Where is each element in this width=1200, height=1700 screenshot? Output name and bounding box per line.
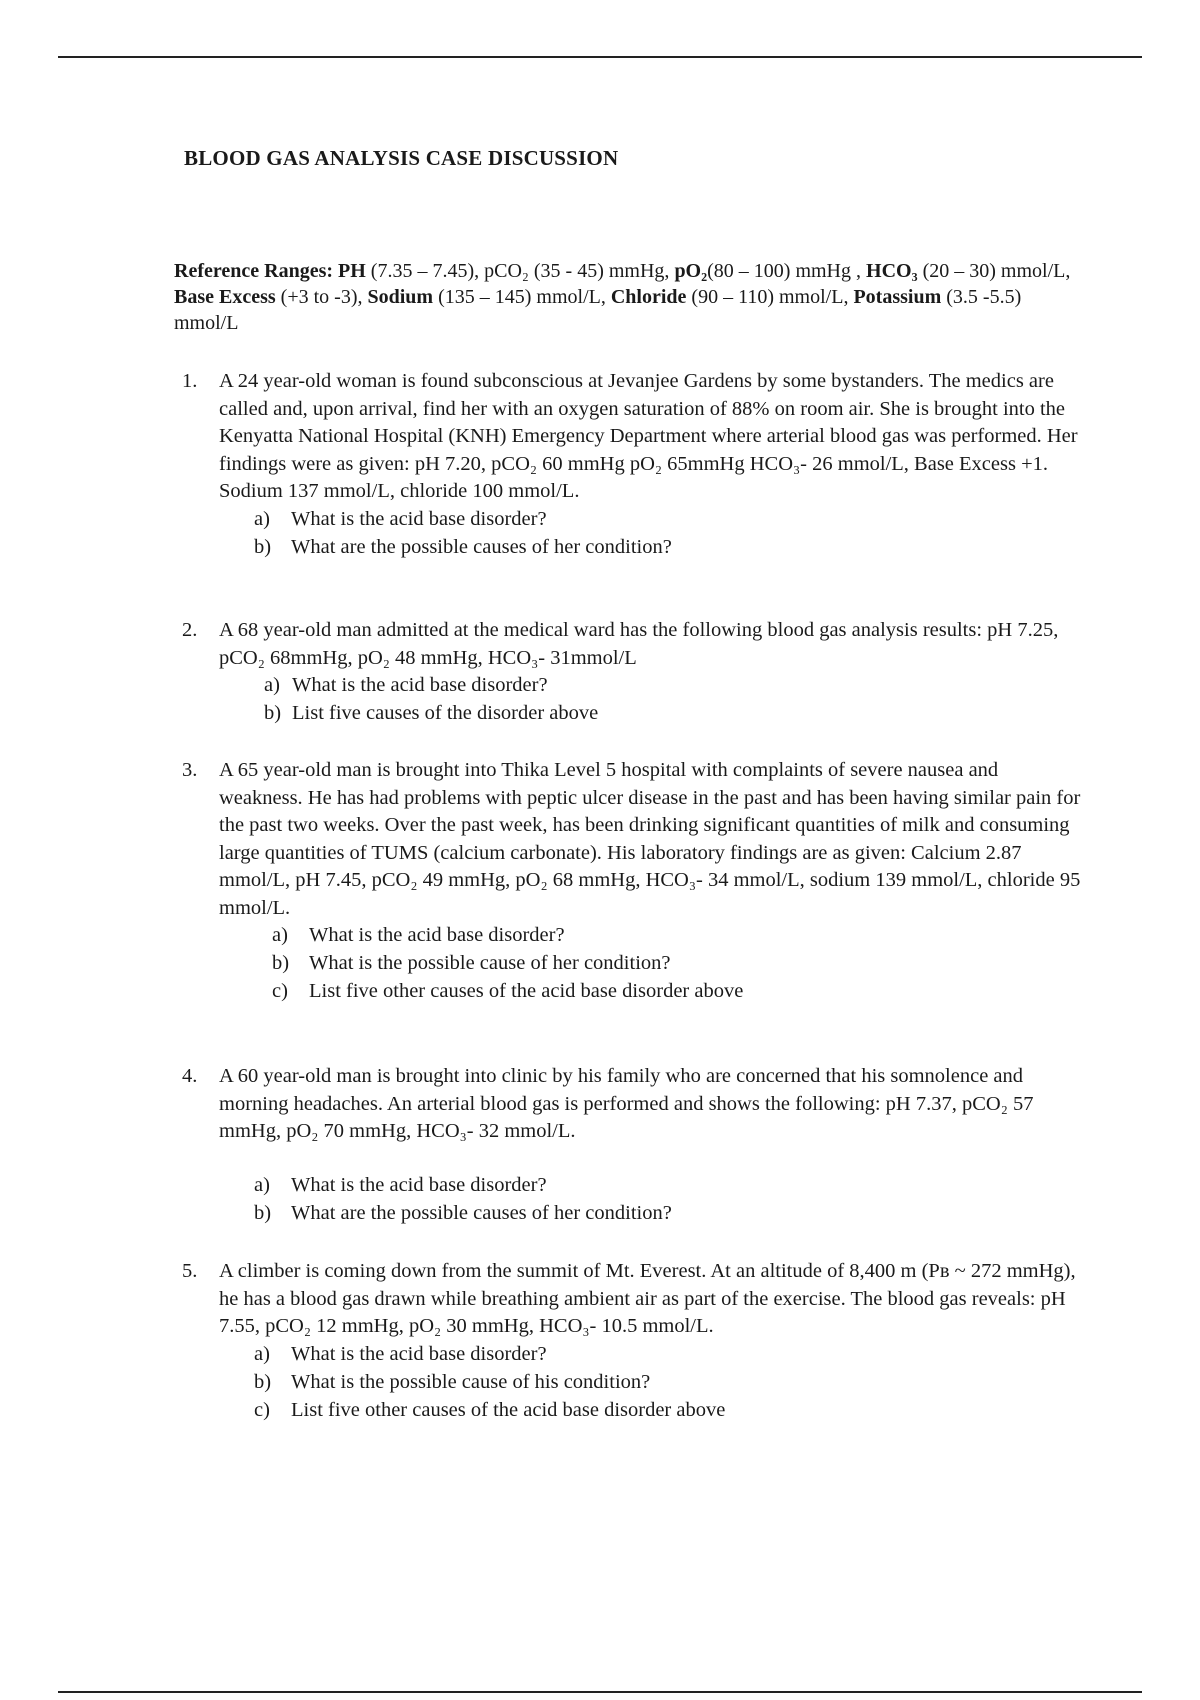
ref-na-label: Sodium: [367, 286, 434, 308]
sub-question-letter: a): [264, 674, 280, 696]
sub-question-text: What is the possible cause of her condition?: [309, 952, 671, 974]
sub-question-text: What is the possible cause of his condition?: [291, 1370, 651, 1393]
sub-question-letter: c): [254, 1398, 270, 1421]
question-4: [182, 1063, 1082, 1228]
ref-hco3-range: (20 – 30) mmol/L,: [922, 260, 1071, 282]
sub-question: [254, 1369, 1082, 1397]
sub-question-text: List five causes of the disorder above: [292, 702, 599, 724]
sub-question-letter: a): [254, 507, 270, 530]
ref-na-range: (135 – 145) mmol/L,: [438, 286, 606, 308]
sub-question: [254, 1397, 1082, 1425]
reference-ranges: [174, 258, 1084, 336]
sub-question-text: What are the possible causes of her condition?: [291, 1201, 672, 1224]
sub-question: [254, 1172, 1082, 1200]
sub-question: [254, 534, 1082, 562]
question-text: A 68 year-old man admitted at the medical ward has the following blood gas analysis results: pH 7.25, pCO₂ 68mmHg, pO₂ 48 mmHg, HCO₃- 31mmol/L: [219, 619, 1059, 669]
sub-question-text: List five other causes of the acid base disorder above: [309, 980, 744, 1002]
sub-question-list: [264, 672, 1082, 728]
ref-cl-label: Chloride: [610, 286, 687, 308]
sub-question-text: What is the acid base disorder?: [292, 674, 548, 696]
sub-question-letter: a): [254, 1173, 270, 1196]
sub-question: [272, 978, 1082, 1006]
ref-pco2-label: pCO₂: [484, 260, 529, 282]
sub-question: [254, 1341, 1082, 1369]
sub-question-text: What is the acid base disorder?: [309, 924, 565, 946]
question-5: [182, 1258, 1082, 1425]
sub-question-list: [254, 506, 1082, 562]
question-number: 4.: [182, 1065, 198, 1087]
sub-question-list: [272, 922, 1082, 1006]
question-number: 3.: [182, 759, 198, 781]
sub-question-letter: a): [272, 924, 288, 946]
sub-question: [264, 700, 1082, 728]
sub-question-letter: b): [254, 535, 272, 558]
question-text: A 60 year-old man is brought into clinic by his family who are concerned that his somnolence and morning headaches. An arterial blood gas is performed and shows the following: pH 7.37, pCO₂ 57 mmHg, pO₂ 70 mmHg, HCO₃- 32 mmol/L.: [219, 1065, 1034, 1142]
sub-question: [264, 672, 1082, 700]
question-text: A climber is coming down from the summit of Mt. Everest. At an altitude of 8,400 m (Pʙ ~ 272 mmHg), he has a blood gas drawn while breathing ambient air as part of the exercise. The blood gas reveals: pH 7.55, pCO₂ 12 mmHg, pO₂ 30 mmHg, HCO₃- 10.5 mmol/L.: [219, 1260, 1076, 1337]
sub-question-text: What are the possible causes of her condition?: [291, 535, 672, 558]
ref-pco2-range: (35 - 45) mmHg,: [533, 260, 670, 282]
sub-question-text: What is the acid base disorder?: [291, 1173, 547, 1196]
question-number: 1.: [182, 370, 198, 392]
ref-k-label: Potassium: [853, 286, 942, 308]
sub-question: [272, 950, 1082, 978]
ref-hco3-label: HCO₃: [866, 260, 918, 282]
ref-cl-range: (90 – 110) mmol/L,: [691, 286, 849, 308]
sub-question: [254, 506, 1082, 534]
sub-question-letter: b): [254, 1370, 272, 1393]
sub-question-letter: b): [254, 1201, 272, 1224]
sub-question-text: What is the acid base disorder?: [291, 507, 547, 530]
sub-question-letter: b): [272, 952, 290, 974]
bottom-rule: [58, 1691, 1142, 1693]
question-3: [182, 757, 1082, 1006]
sub-question-text: List five other causes of the acid base disorder above: [291, 1398, 726, 1421]
ref-k-range: (3.5 -5.5) mmol/L: [174, 286, 1022, 334]
question-text: A 65 year-old man is brought into Thika Level 5 hospital with complaints of severe nausea and weakness. He has had problems with peptic ulcer disease in the past and has been having similar pain for the past two weeks. Over the past week, has been drinking significant quantities of milk and consuming large quantities of TUMS (calcium carbonate). His laboratory findings are as given: Calcium 2.87 mmol/L, pH 7.45, pCO₂ 49 mmHg, pO₂ 68 mmHg, HCO₃- 34 mmol/L, sodium 139 mmol/L, chloride 95 mmol/L.: [219, 759, 1081, 919]
sub-question-text: What is the acid base disorder?: [291, 1342, 547, 1365]
sub-question-letter: a): [254, 1342, 270, 1365]
sub-question: [254, 1200, 1082, 1228]
question-1: [182, 368, 1082, 562]
ref-ph-range: (7.35 – 7.45),: [370, 260, 480, 282]
sub-question-letter: c): [272, 980, 288, 1002]
sub-question-list: [254, 1341, 1082, 1425]
sub-question-letter: b): [264, 702, 282, 724]
question-text: A 24 year-old woman is found subconscious at Jevanjee Gardens by some bystanders. The medics are called and, upon arrival, find her with an oxygen saturation of 88% on room air. She is brought into the Kenyatta National Hospital (KNH) Emergency Department where arterial blood gas was performed. Her findings were as given: pH 7.20, pCO₂ 60 mmHg pO₂ 65mmHg HCO₃- 26 mmol/L, Base Excess +1. Sodium 137 mmol/L, chloride 100 mmol/L.: [219, 370, 1078, 502]
question-2: [182, 617, 1082, 728]
question-number: 2.: [182, 619, 198, 641]
document-title: BLOOD GAS ANALYSIS CASE DISCUSSION: [184, 146, 619, 170]
reference-lead: Reference Ranges:: [174, 260, 334, 282]
ref-ph-label: PH: [338, 260, 366, 282]
sub-question-list: [254, 1172, 1082, 1228]
ref-po2-label: pO₂: [674, 260, 708, 282]
question-number: 5.: [182, 1260, 198, 1282]
top-rule: [58, 56, 1142, 58]
ref-be-label: Base Excess: [174, 286, 276, 308]
ref-be-range: (+3 to -3),: [280, 286, 363, 308]
sub-question: [272, 922, 1082, 950]
ref-po2-range: (80 – 100) mmHg ,: [707, 260, 862, 282]
